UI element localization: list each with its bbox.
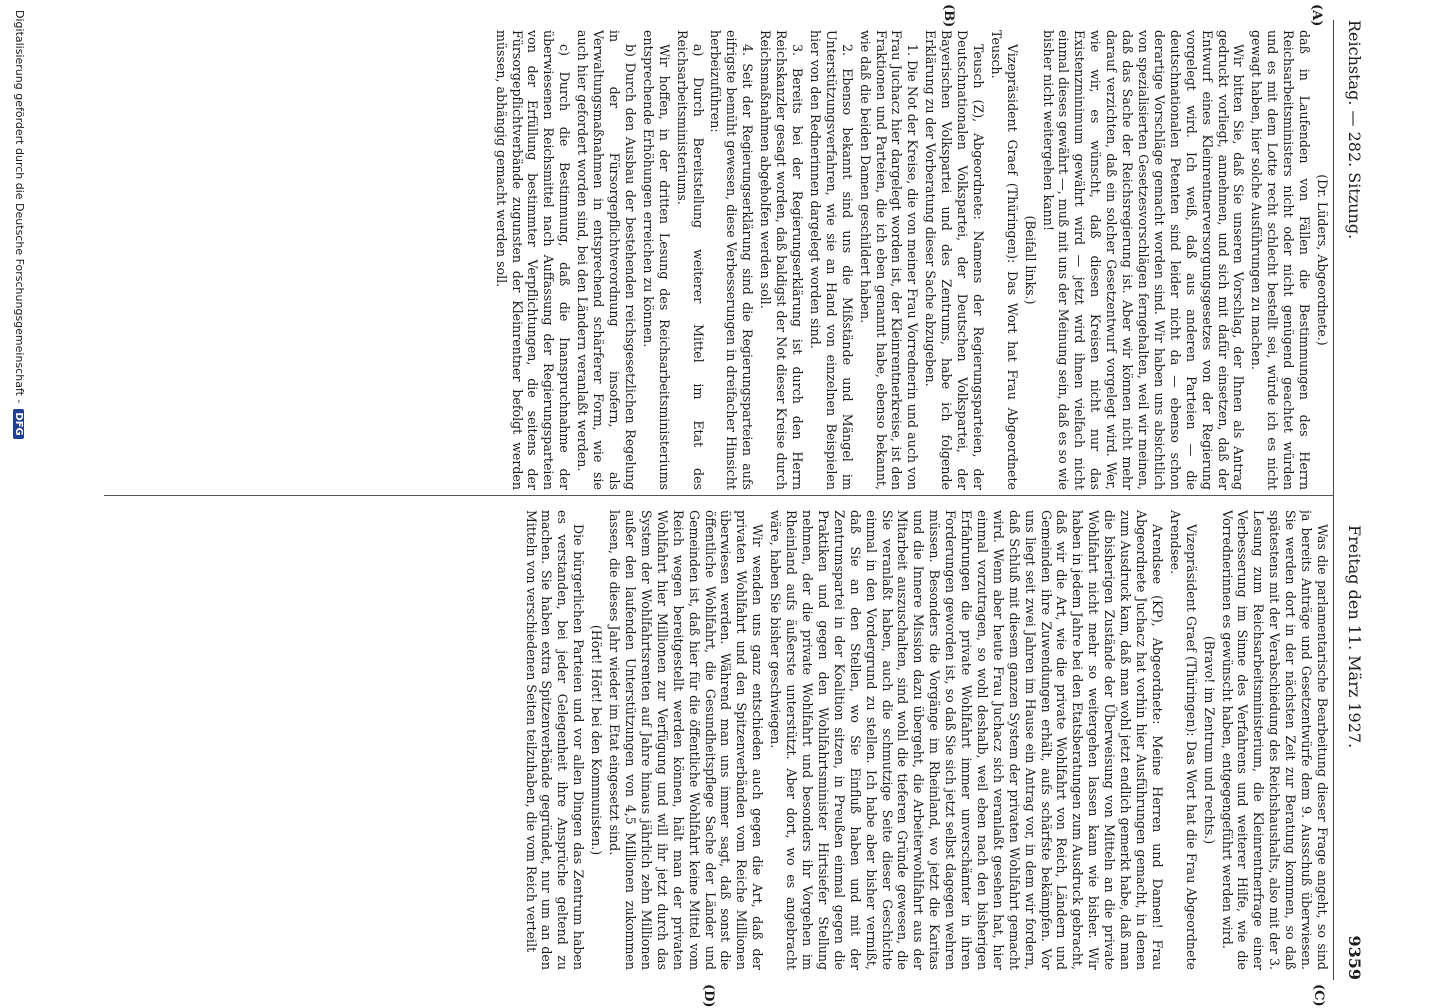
paragraph: Wir bitten Sie, daß Sie unseren Vorschlag, der Ihnen als Antrag gedruckt vorliegt, annehmen, und sich mit dafür einsetzen, daß der Entwurf eines Kleinrentnerversorgungsgesetzes von der Regierung vorgelegt wird. Ich weiß, daß aus anderen Parteien — die deutschnationalen Petenten sind leider nicht da — ebenso schon derartige Vorschläge gemacht worden sind. Wir haben uns absichtlich von spezialisierten Gesetzesvorschlägen ferngehalten, weil wir meinen, daß das Sache der Reichsregierung ist. Aber wir können nicht mehr darauf verzichten, daß ein solcher Gesetzentwurf vorgelegt wird. Wer, wie wir, es wünscht, daß diesen Kreisen nicht nur das Existenzminimum gewährt wird — jetzt wird ihnen vielfach nicht einmal dieses gewährt —, muß mit uns der Meinung sein, daß es so wie bisher nicht weitergehen kann! xyxy=(1040,30,1247,490)
interjection: (Hört! Hört! bei den Kommunisten.) xyxy=(589,624,605,856)
page-number: 9359 xyxy=(1345,935,1364,980)
paragraph: a) Durch Bereitstellung weiterer Mittel im Etat des Reichsarbeitsministeriums. xyxy=(674,30,706,490)
paragraph: 4. Seit der Regierungserklärung sind die Regierungsparteien aufs eifrigste bemüht gewesen, diese Verbesserungen in dreifacher Hinsicht herbeizuführen: xyxy=(708,30,756,490)
left-column xyxy=(110,30,1330,490)
right-column xyxy=(110,510,1330,970)
page-header xyxy=(1334,20,1364,980)
paragraph: Vizepräsident Graef (Thüringen): Das Wort hat die Frau Abgeordnete Arendsee. xyxy=(1167,510,1199,970)
header-session: Reichstag. — 282. Sitzung. xyxy=(1345,20,1364,240)
paragraph: Vizepräsident Graef (Thüringen): Das Wort hat Frau Abgeordnete Teusch. xyxy=(988,30,1020,490)
paragraph: c) Durch die Bestimmung, daß die Inanspruchnahme der überwiesenen Reichsmittel nach Auffassung der Regierungsparteien von der Erfüllung bestimmter Verpflichtungen, die seitens der Fürsorgepflichtverbände zugunsten der Kleinrentner befolgt werden müssen, abhängig gemacht werden soll. xyxy=(493,30,573,490)
paragraph: Teusch (Z), Abgeordnete: Namens der Regierungsparteien, der Deutschnationalen Volkspartei, der Deutschen Volkspartei, der Bayerischen Volkspartei und des Zentrums, habe ich folgende Erklärung zu der Vorberatung dieser Sache abzugeben. xyxy=(923,30,986,490)
column-divider xyxy=(104,495,1334,496)
paragraph: b) Durch den Ausbau der bestehenden reichsgesetzlichen Regelung in der Fürsorgepflichtverordnung insofern, als Verwaltungsmaßnahmen in entsprechend schärferer Form, wie sie auch hier gefordert worden sind, bei den Ländern veranlaßt werden. xyxy=(575,30,638,490)
speaker-note: (Dr. Lüders, Abgeordnete.) xyxy=(1315,174,1330,346)
paragraph: 3. Bereits bei der Regierungserklärung ist durch den Herrn Reichskanzler gesagt worden, daß baldigst der Not dieser Kreise durch Reichsmaßnahmen abgeholfen werden soll. xyxy=(758,30,805,490)
margin-letter-b: (B) xyxy=(941,4,956,28)
header-date: Freitag den 11. März 1927. xyxy=(1345,525,1364,749)
margin-letter-d: (D) xyxy=(701,984,716,1008)
funding-note: Digitalisierung gefördert durch die Deutsche Forschungsgemeinschaft - xyxy=(13,10,26,404)
paragraph: Was die parlamentarische Bearbeitung dieser Frage angeht, so sind ja bereits Anträge und Gesetzentwürfe dem 9. Ausschuß überwiesen. Sie werden dort in der nächsten Zeit zur Beratung kommen, so daß spätestens mit der Verabschiedung des Reichshaushalts, also mit der 3. Lesung zum Reichsarbeitsministerium, die Kleinrentnerfrage einer Verbesserung im Sinne des Verfahrens und weiterer Hilfe, wie die Vorrednerinnen es gewünscht haben, entgegengeführt werden wird. xyxy=(1219,510,1330,970)
paragraph: 1. Die Not der Kreise, die von meiner Frau Vorrednerin und auch von Frau Juchacz hier dargelegt worden ist, der Kleinrentnerkreise, ist den Fraktionen und Parteien, die ich eben genannt habe, ebenso bekannt, wie daß die beiden Damen geschildert haben. xyxy=(857,30,921,490)
margin-letter-a: (A) xyxy=(1309,4,1324,27)
interjection: (Beifall links.) xyxy=(1022,215,1038,305)
paragraph: Wir wenden uns ganz entschieden auch gegen die Art, daß der privaten Wohlfahrt und den Spitzenverbänden vom Reiche Millionen überwiesen werden. Während man uns immer sagt, daß sonst die öffentliche Wohlfahrt, die Gesundheitspflege Sache der Länder und Gemeinden ist, daß hier für die öffentliche Wohlfahrt keine Mittel vom Reich wegen bereitgestellt werden können, hält man der privaten Wohlfahrt hier Millionen zur Verfügung und will ihr jetzt durch das System der Wohlfahrtsrenten auf Jahre hinaus jährlich zehn Millionen außer den laufenden Unterstützungen von 4,5 Millionen zukommen lassen, die dieses Jahr wieder im Etat eingesetzt sind. xyxy=(607,510,766,970)
paragraph: daß in Laufenden von Fällen die Bestimmungen des Herrn Reichsarbeitsministers nicht oder nicht genügend geachtet würden und es mit dem Lotte recht schlecht bestellt sei, würde ich es nicht gewagt haben, hier solche Ausführungen zu machen. xyxy=(1249,30,1313,490)
margin-letter-c: (C) xyxy=(1311,984,1326,1007)
paragraph: Wir hoffen, in der dritten Lesung des Reichsarbeitsministeriums entsprechende Erhöhungen erreichen zu können. xyxy=(640,30,672,490)
header-rule xyxy=(1333,20,1334,980)
paragraph: 2. Ebenso bekannt sind uns die Mißstände und Mängel im Unterstützungsverfahren, wie sie an Hand von einzelnen Beispielen hier von den Rednerinnen dargelegt worden sind. xyxy=(807,30,855,490)
dfg-logo: DFG xyxy=(13,409,24,438)
digitization-note xyxy=(13,10,26,1000)
interjection: (Bravo! im Zentrum und rechts.) xyxy=(1201,635,1217,845)
paragraph: Die bürgerlichen Parteien und vor allen Dingen das Zentrum haben es verstanden, bei jeder Gelegenheit ihre Ansprüche geltend zu machen. Sie haben extra Spitzenverbände gegründet, nur um an den Mitteln von verschiedenen Seiten teilzuhaben, die vom Reich verteilt xyxy=(523,510,587,970)
paragraph: Arendsee (KP), Abgeordnete: Meine Herren und Damen! Frau Abgeordnete Juchacz hat vorhin hier Ausführungen gemacht, in denen zum Ausdruck kam, daß man wohl jetzt endlich gemerkt habe, daß man die bisherigen Zustände der Überweisung von Mitteln an die private Wohlfahrt nicht mehr so weitergehen lassen kann wie bisher. Wir haben in jedem Jahre bei den Etatsberatungen zum Ausdruck gebracht, daß wir die Art, wie die private Wohlfahrt von Reich, Ländern und Gemeinden ihre Zuwendungen erhält, aufs schärfste bekämpfen. Vor uns liegt seit zwei Jahren im Hause ein Antrag vor, in dem wir fordern, daß Schluß mit diesem ganzen System der privaten Wohlfahrt gemacht wird. Wenn aber heute Frau Juchacz sich veranlaßt gesehen hat, hier einmal vorzutragen, so wohl deshalb, weil eben nach den bisherigen Erfahrungen die private Wohlfahrt immer unverschämter in ihren Forderungen geworden ist, so daß Sie sich jetzt selbst dagegen wehren müssen. Besonders die Vorgänge im Rheinland, wo jetzt die Karitas und die Innere Mission dazu übergeht, die Arbeiterwohlfahrt aus der Mitarbeit auszuschalten, sind wohl die tieferen Gründe gewesen, die Sie veranlaßt haben, auch die schmutzige Seite dieser Geschichte einmal in den Vordergrund zu stellen. Ich habe aber bisher vermißt, daß Sie an den Stellen, wo Sie Einfluß haben und mit der Zentrumspartei in der Koalition sitzen, in Preußen einmal gegen die Praktiken und gegen den Wohlfahrtsminister Hirtsiefer Stellung nehmen, der die private Wohlfahrt und besonders ihr Vorgehen im Rheinland aufs äußerste unterstützt. Aber dort, wo es angebracht wäre, haben Sie bisher geschwiegen. xyxy=(768,510,1165,970)
